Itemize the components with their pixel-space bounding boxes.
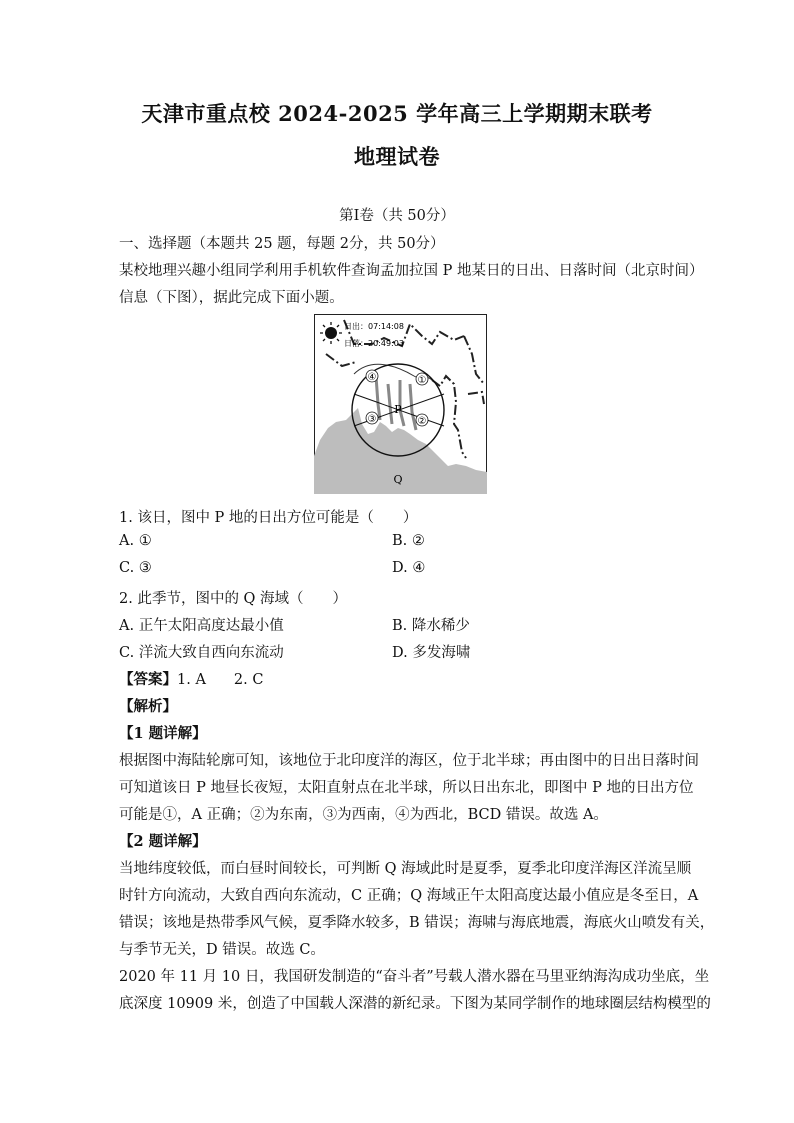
q2-option-d: D. 多发海啸	[392, 645, 471, 661]
q1-option-a: A. ①	[119, 533, 152, 549]
answer-2: 2. C	[233, 672, 264, 688]
detail-2-line-1: 当地纬度较低，而白昼时间较长，可判断 Q 海域此时是夏季，夏季北印度洋海区洋流呈顺	[119, 861, 692, 877]
analysis-label: 【解析】	[119, 698, 177, 715]
intro-line-2: 信息（下图），据此完成下面小题。	[119, 290, 344, 306]
sunrise-map-figure	[314, 314, 487, 494]
label-1: ①	[417, 375, 427, 386]
detail-1-line-2: 可知道该日 P 地昼长夜短，太阳直射点在北半球，所以日出东北，即图中 P 地的日出方位	[119, 780, 694, 796]
q2-option-c: C. 洋流大致自西向东流动	[119, 645, 284, 661]
exam-title: 天津市重点校 2024-2025 学年高三上学期期末联考	[141, 101, 653, 126]
answer-line	[119, 668, 263, 689]
detail-1-label: 【1 题详解】	[119, 725, 207, 742]
q1-option-c: C. ③	[119, 560, 152, 576]
point-p: P	[394, 403, 402, 416]
sunset-time: 日落：20:49:03	[344, 339, 404, 348]
q2-option-b: B. 降水稀少	[392, 618, 470, 634]
question-1-stem: 1. 该日，图中 P 地的日出方位可能是（ ）	[119, 510, 418, 526]
sunrise-time: 日出：07:14:08	[344, 322, 404, 331]
detail-1-line-3: 可能是①，A 正确；②为东南，③为西南，④为西北，BCD 错误。故选 A。	[119, 807, 608, 823]
answer-1: 1. A	[177, 672, 206, 688]
question-2-stem: 2. 此季节，图中的 Q 海域（ ）	[119, 591, 348, 607]
detail-1-line-1: 根据图中海陆轮廓可知，该地位于北印度洋的海区，位于北半球；再由图中的日出日落时间	[119, 753, 699, 769]
volume-label: 第Ⅰ卷（共 50分）	[339, 208, 455, 224]
label-3: ③	[367, 414, 377, 425]
point-q: Q	[393, 473, 403, 486]
detail-2-line-4: 与季节无关，D 错误。故选 C。	[119, 942, 325, 958]
q1-option-b: B. ②	[392, 533, 425, 549]
answer-label: 【答案】	[119, 671, 177, 688]
next-passage-line-2: 底深度 10909 米，创造了中国载人深潜的新纪录。下图为某同学制作的地球圈层结构模型的	[119, 996, 711, 1012]
label-4: ④	[367, 372, 377, 383]
label-2: ②	[417, 416, 427, 427]
detail-2-label: 【2 题详解】	[119, 833, 207, 850]
detail-2-line-3: 错误；该地是热带季风气候，夏季降水较多，B 错误；海啸与海底地震，海底火山喷发有关，	[119, 915, 715, 931]
q1-option-d: D. ④	[392, 560, 426, 576]
section-heading: 一、选择题（本题共 25 题，每题 2分，共 50分）	[119, 236, 445, 252]
intro-line-1: 某校地理兴趣小组同学利用手机软件查询孟加拉国 P 地某日的日出、日落时间（北京时间）	[119, 263, 704, 279]
exam-subject: 地理试卷	[354, 144, 440, 169]
detail-2-line-2: 时针方向流动，大致自西向东流动，C 正确；Q 海域正午太阳高度达最小值应是冬至日，A	[119, 888, 699, 904]
q2-option-a: A. 正午太阳高度达最小值	[119, 618, 284, 634]
next-passage-line-1: 2020 年 11 月 10 日，我国研发制造的“奋斗者”号载人潜水器在马里亚纳海沟成功坐底，坐	[119, 969, 710, 985]
